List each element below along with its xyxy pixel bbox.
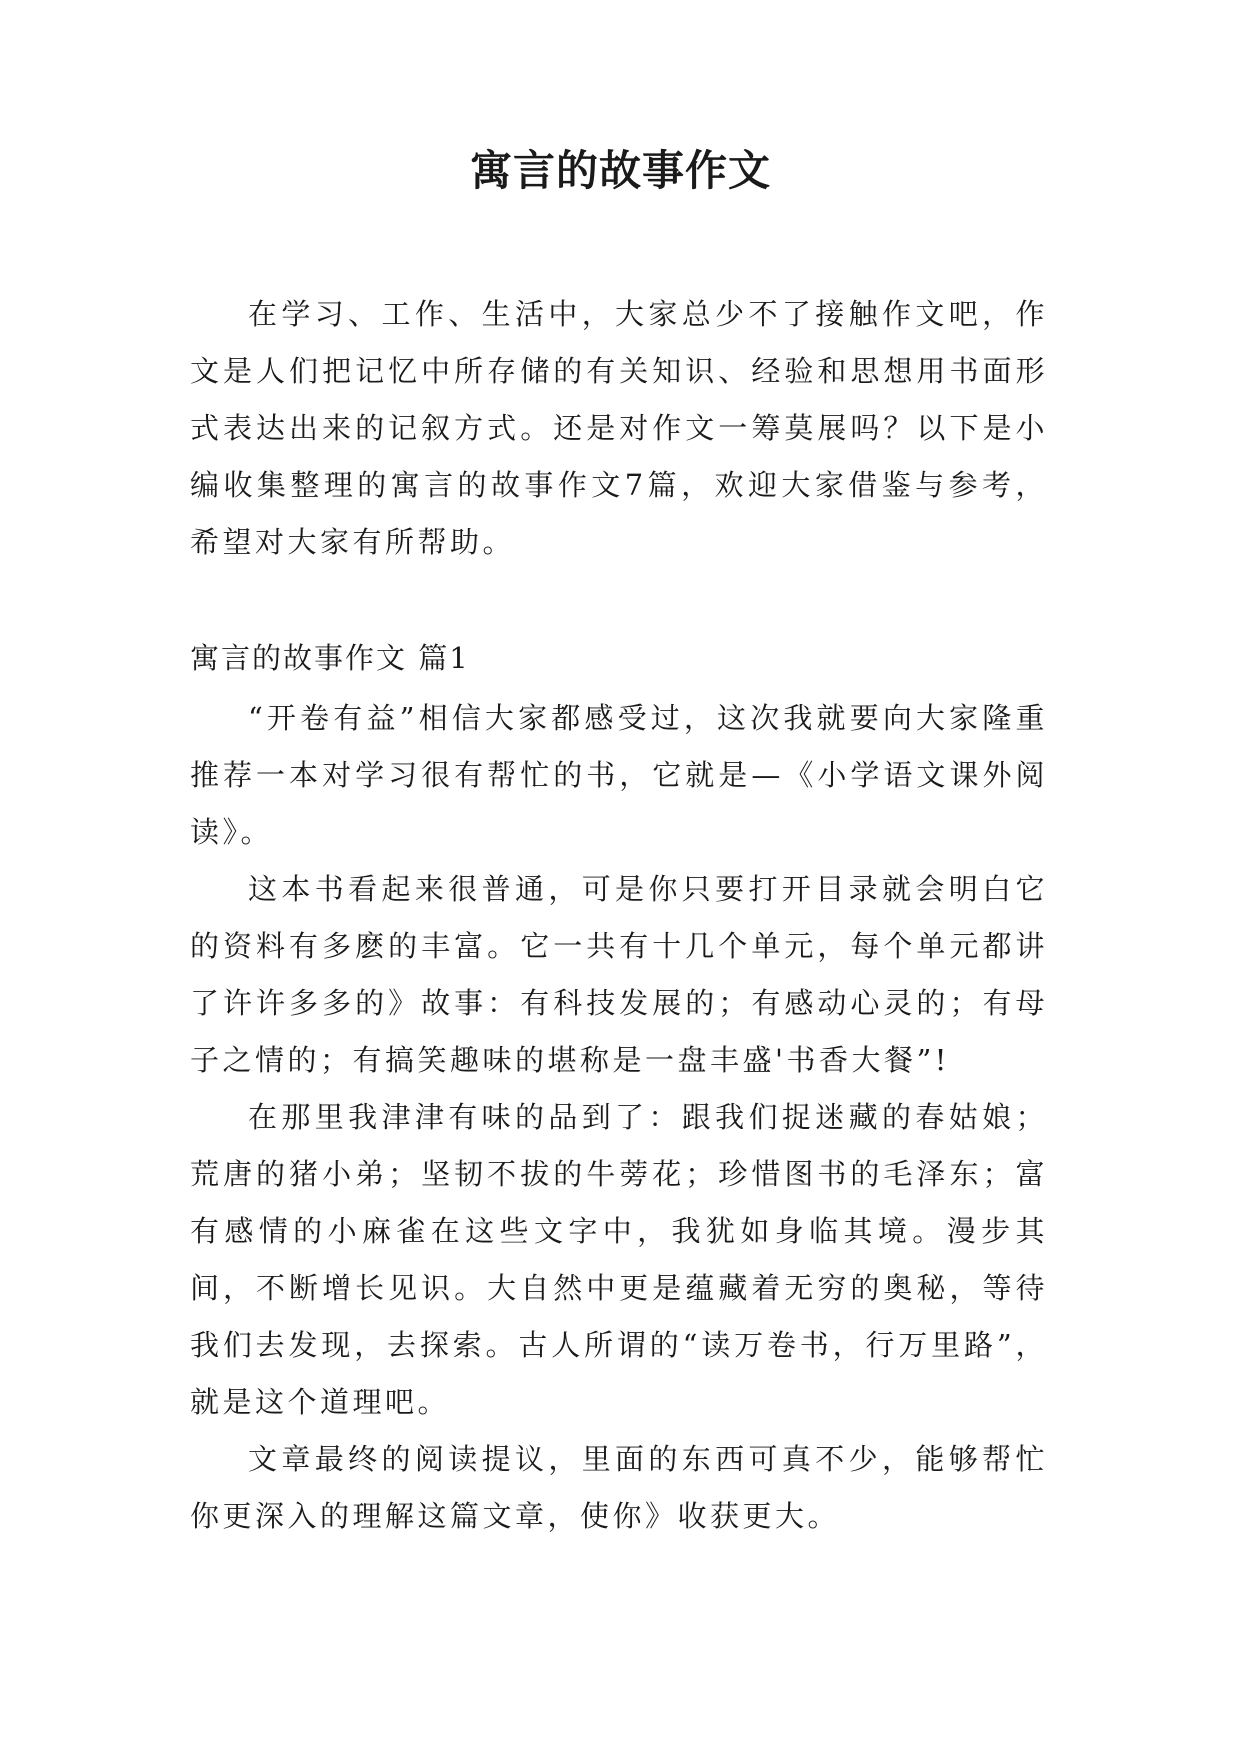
document-title: 寓言的故事作文 [469,146,771,195]
section-paragraph-4: 文章最终的阅读提议，里面的东西可真不少，能够帮忙你更深入的理解这篇文章，使你》收获更大。 [190,1442,1048,1533]
section-paragraph-2: 这本书看起来很普通，可是你只要打开目录就会明白它的资料有多麽的丰富。它一共有十几个单元，每个单元都讲了许许多多的》故事：有科技发展的；有感动心灵的；有母子之情的；有搞笑趣味的堪称是一盘丰盛'书香大餐”! [190,872,1048,1077]
intro-paragraph: 在学习、工作、生活中，大家总少不了接触作文吧，作文是人们把记忆中所存储的有关知识、经验和思想用书面形式表达出来的记叙方式。还是对作文一筹莫展吗？以下是小编收集整理的寓言的故事作文7篇，欢迎大家借鉴与参考，希望对大家有所帮助。 [190,297,1048,559]
section-body [190,690,1048,1545]
section-paragraph-1: “开卷有益”相信大家都感受过，这次我就要向大家隆重推荐一本对学习很有帮忙的书，它就是—《小学语文课外阅读》。 [190,701,1048,849]
intro-section [190,286,1048,571]
section-paragraph-3: 在那里我津津有味的品到了：跟我们捉迷藏的春姑娘；荒唐的猪小弟；坚韧不拔的牛蒡花；珍惜图书的毛泽东；富有感情的小麻雀在这些文字中，我犹如身临其境。漫步其间，不断增长见识。大自然中更是蕴藏着无穷的奥秘，等待我们去发现，去探索。古人所谓的“读万卷书，行万里路”，就是这个道理吧。 [190,1100,1048,1419]
section-heading: 寓言的故事作文 篇1 [190,641,470,675]
